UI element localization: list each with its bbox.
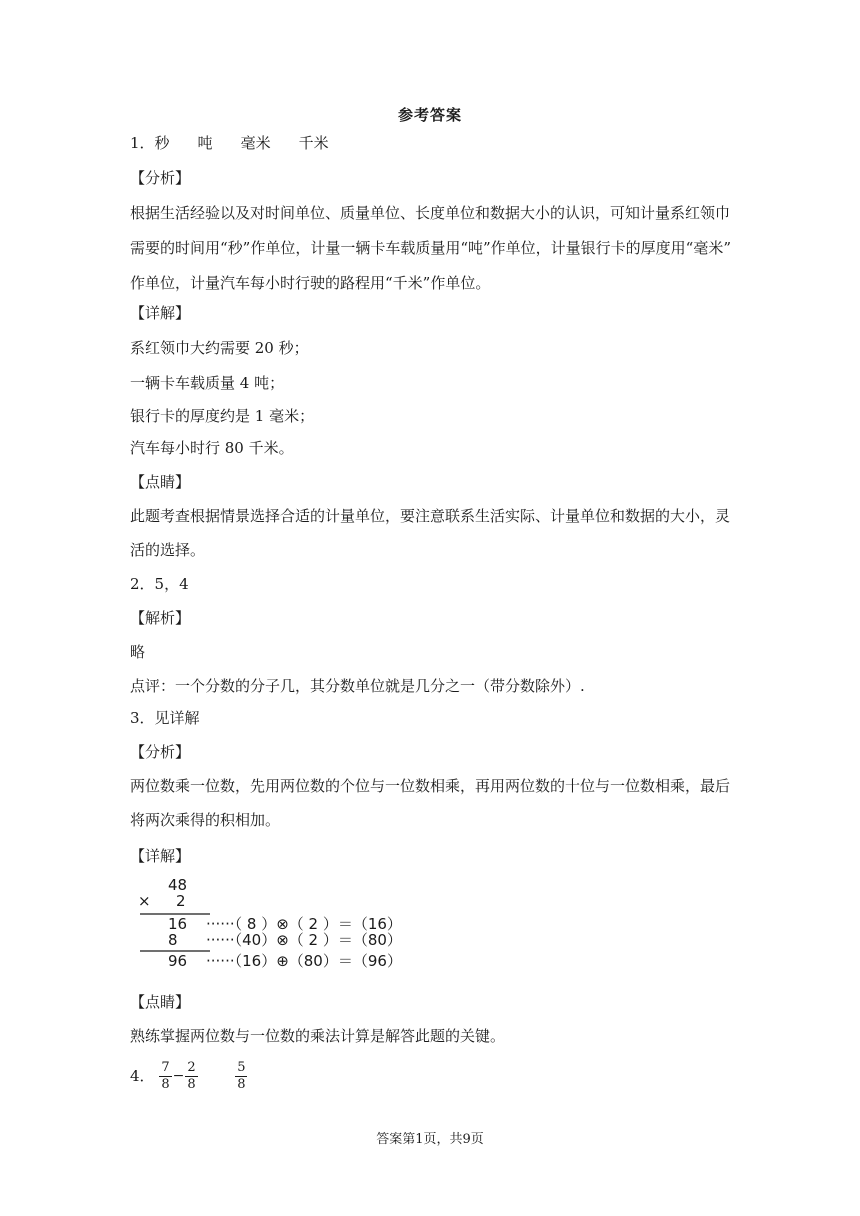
calc-note: ······（16）⊕（80）＝（96） [206,952,402,970]
q2-comment: 点评：一个分数的分子几，其分数单位就是几分之一（带分数除外）. [130,677,585,695]
q1-comment-line: 此题考查根据情景选择合适的计量单位，要注意联系生活实际、计量单位和数据的大小，灵 [130,507,731,525]
q4-number: 4． [130,1067,155,1085]
q1-analysis-line: 根据生活经验以及对时间单位、质量单位、长度单位和数据大小的认识，可知计量系红领巾 [130,204,731,222]
fraction-numerator: 5 [237,1059,246,1075]
minus-sign: − [172,1068,185,1084]
calc-partial: 16 [168,915,188,933]
q1-answer-3: 毫米 [240,134,271,152]
fraction-numerator: 2 [187,1059,196,1075]
q4-answer [130,1058,247,1093]
q1-analysis-heading: 【分析】 [130,169,191,187]
calc-product: 96 [168,952,188,970]
q2-analysis-heading: 【解析】 [130,609,191,627]
page-title: 参考答案 [397,106,462,124]
q3-analysis-line: 两位数乘一位数，先用两位数的个位与一位数相乘，再用两位数的十位与一位数相乘，最后 [130,777,731,795]
vertical-multiplication [136,874,426,974]
fraction-denominator: 8 [161,1076,170,1092]
calc-multiplier: 2 [176,892,186,910]
q1-answer-1: 1．秒 [130,134,170,152]
page-footer: 答案第1页，共9页 [376,1132,484,1147]
q1-detail-line: 银行卡的厚度约是 1 毫米； [130,407,315,425]
q3-analysis-line: 将两次乘得的积相加。 [130,811,281,829]
fraction-denominator: 8 [187,1076,196,1092]
fraction [185,1060,197,1093]
q1-detail-line: 一辆卡车载质量 4 吨； [130,374,285,392]
q1-comment-heading: 【点睛】 [130,473,191,491]
q3-detail-heading: 【详解】 [130,847,191,865]
q1-analysis-line: 作单位，计量汽车每小时行驶的路程用“千米”作单位。 [130,274,491,292]
q1-analysis-line: 需要的时间用“秒”作单位，计量一辆卡车载质量用“吨”作单位，计量银行卡的厚度用“毫米” [130,239,732,257]
q1-answer [130,133,329,153]
q1-comment-line: 活的选择。 [130,541,206,559]
q3-comment: 熟练掌握两位数与一位数的乘法计算是解答此题的关键。 [130,1027,506,1045]
calc-note: ······（ 8 ）⊗（ 2 ）＝（16） [206,915,402,933]
fraction [235,1060,247,1093]
q1-detail-heading: 【详解】 [130,304,191,322]
q1-answer-2: 吨 [197,134,213,152]
q2-brief: 略 [130,643,146,661]
calc-note: ······（40）⊗（ 2 ）＝（80） [206,931,402,949]
q3-comment-heading: 【点睛】 [130,993,191,1011]
calc-multiplicand: 48 [168,876,188,894]
q3-answer: 3．见详解 [130,709,200,727]
calc-partial: 8 [168,931,178,949]
q3-analysis-heading: 【分析】 [130,743,191,761]
q1-detail-line: 汽车每小时行 80 千米。 [130,439,294,457]
q1-answer-4: 千米 [298,134,329,152]
fraction-denominator: 8 [237,1076,246,1092]
q1-detail-line: 系红领巾大约需要 20 秒； [130,339,309,357]
fraction-numerator: 7 [161,1059,170,1075]
q2-answer: 2．5，4 [130,575,189,593]
fraction [159,1060,171,1093]
calc-times-sign: × [138,892,151,910]
